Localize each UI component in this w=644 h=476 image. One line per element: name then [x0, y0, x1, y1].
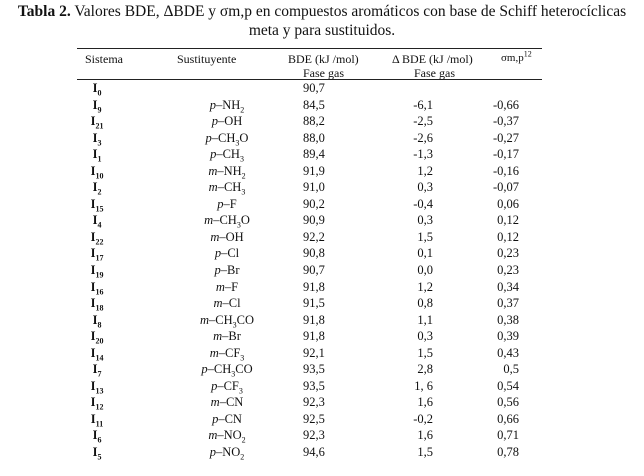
cell-bde: 92,3	[303, 395, 325, 410]
cell-sigma: 0,54	[497, 378, 519, 393]
cell-bde: 92,5	[303, 411, 325, 426]
cell-sistema: $I_7$	[92, 362, 102, 379]
cell-sistema: $I_3$	[92, 130, 102, 148]
table-header	[77, 49, 542, 79]
cell-sigma: 0,23	[497, 246, 519, 261]
cell-sustituyente: $m-CH_3CO$	[199, 312, 255, 330]
caption-text: Valores BDE, ΔBDE y σm,p en compuestos aromáticos con base de Schiff heterocíclicas	[70, 3, 627, 20]
cell-bde: 92,2	[303, 229, 325, 244]
table-row	[77, 163, 542, 180]
cell-sistema: $I_{20}$	[90, 329, 104, 346]
cell-sustituyente: $m-CH_3O$	[204, 213, 250, 230]
cell-delta-bde: -2,6	[413, 130, 433, 145]
cell-bde: 91,8	[303, 329, 325, 344]
cell-delta-bde: 1,6	[417, 395, 433, 410]
cell-bde: 88,2	[303, 114, 325, 129]
cell-sistema: $I_0$	[92, 81, 102, 98]
table-row	[77, 394, 542, 411]
cell-bde: 90,9	[303, 213, 325, 228]
table-row	[77, 146, 542, 163]
header-sigma-ref: 12	[523, 49, 532, 59]
cell-delta-bde: 2,8	[417, 362, 433, 377]
cell-delta-bde: 1,6	[417, 428, 433, 443]
cell-sigma: 0,39	[497, 329, 519, 344]
cell-sistema: $I_{13}$	[90, 378, 104, 396]
table-row	[77, 245, 542, 262]
cell-sigma: 0,43	[497, 345, 519, 360]
cell-bde: 92,1	[303, 345, 325, 360]
cell-delta-bde: 0,8	[417, 296, 433, 311]
cell-sustituyente: p–OH	[211, 114, 243, 129]
cell-sistema: $I_6$	[92, 428, 102, 445]
cell-sistema: $I_{15}$	[90, 196, 104, 214]
cell-bde: 93,5	[303, 362, 325, 377]
cell-bde: 91,0	[303, 180, 325, 195]
cell-sustituyente: m–CN	[210, 395, 244, 410]
table-row	[77, 196, 542, 213]
cell-sustituyente: $p-CH_3$	[210, 147, 244, 164]
cell-sustituyente: p–F	[217, 196, 237, 211]
cell-sustituyente: $p-NO_2$	[209, 445, 245, 462]
cell-sustituyente: $p-CH_3CO$	[201, 362, 253, 379]
cell-bde: 89,4	[303, 147, 325, 162]
cell-delta-bde: -0,4	[413, 196, 433, 211]
cell-sistema: $I_{21}$	[90, 114, 104, 131]
cell-delta-bde: 1,2	[417, 163, 433, 178]
cell-delta-bde: 1,5	[417, 229, 433, 244]
cell-sistema: $I_{16}$	[90, 279, 104, 297]
table-caption	[10, 0, 634, 40]
cell-sigma: 0,06	[497, 196, 519, 211]
header-bde: BDE (kJ /mol)	[288, 52, 359, 66]
caption-line2: meta y para sustituidos.	[248, 22, 396, 39]
cell-sistema: $I_{19}$	[90, 263, 104, 280]
cell-bde: 88,0	[303, 130, 325, 145]
cell-sistema: $I_5$	[92, 445, 102, 462]
cell-sustituyente: $p-NH_2$	[209, 97, 245, 115]
cell-sigma: -0,27	[492, 130, 519, 145]
header-bde-sub: Fase gas	[303, 66, 344, 80]
cell-sigma: 0,56	[497, 395, 519, 410]
cell-sustituyente: p–Br	[214, 263, 240, 278]
cell-sigma: -0,16	[492, 163, 519, 178]
cell-sustituyente: $m-NO_2$	[208, 428, 246, 445]
cell-delta-bde: 0,1	[417, 246, 433, 261]
cell-bde: 90,2	[303, 196, 325, 211]
table-row	[77, 444, 542, 461]
cell-sustituyente: $p-CH_3O$	[205, 130, 249, 148]
cell-delta-bde: 1,1	[417, 312, 433, 327]
cell-bde: 94,6	[303, 445, 325, 460]
table-row	[77, 295, 542, 312]
cell-delta-bde: 0,3	[417, 213, 433, 228]
cell-sigma: 0,66	[497, 411, 519, 426]
header-sustituyente: Sustituyente	[177, 52, 237, 66]
header-sigma-label: σm,p	[501, 52, 524, 64]
cell-sigma: 0,78	[497, 445, 519, 460]
cell-sistema: $I_9$	[92, 97, 102, 115]
cell-bde: 91,8	[303, 312, 325, 327]
table-row	[77, 378, 542, 395]
cell-sistema: $I_8$	[92, 312, 102, 330]
table-row	[77, 411, 542, 428]
header-dbde-sub: Fase gas	[414, 66, 455, 80]
cell-sigma: 0,12	[497, 213, 519, 228]
table-row	[77, 312, 542, 329]
table-row	[77, 130, 542, 147]
cell-sigma: 0,34	[497, 279, 519, 294]
cell-bde: 91,9	[303, 163, 325, 178]
cell-delta-bde: 0,0	[417, 263, 433, 278]
header-dbde: Δ BDE (kJ /mol)	[392, 52, 473, 66]
cell-sistema: $I_{11}$	[90, 411, 104, 429]
table-row	[77, 361, 542, 378]
table-row	[77, 212, 542, 229]
cell-sistema: $I_{18}$	[90, 296, 104, 313]
caption-label: Tabla 2.	[17, 3, 71, 20]
cell-delta-bde: -0,2	[413, 411, 433, 426]
cell-sustituyente: m–Cl	[213, 296, 241, 311]
cell-delta-bde: 1, 6	[414, 378, 433, 393]
cell-delta-bde: 1,2	[417, 279, 433, 294]
table-row	[77, 262, 542, 279]
cell-delta-bde: -1,3	[413, 147, 433, 162]
cell-sustituyente: $m-CH_3$	[208, 180, 246, 197]
cell-sustituyente: p–Cl	[214, 246, 240, 261]
cell-bde: 90,7	[303, 263, 325, 278]
table-body	[77, 80, 542, 461]
cell-sigma: -0,66	[492, 97, 519, 112]
cell-sigma: 0,23	[497, 263, 519, 278]
header-sistema: Sistema	[85, 52, 123, 66]
cell-sigma: -0,17	[492, 147, 519, 162]
cell-sustituyente: $m-NH_2$	[208, 163, 246, 181]
cell-delta-bde: 1,5	[417, 445, 433, 460]
cell-bde: 90,8	[303, 246, 325, 261]
cell-bde: 90,7	[303, 81, 325, 95]
cell-sustituyente: m–OH	[210, 229, 244, 244]
cell-sigma: 0,38	[497, 312, 519, 327]
table-row	[77, 179, 542, 196]
table-row	[77, 345, 542, 362]
cell-sistema: $I_2$	[92, 180, 102, 197]
cell-sistema: $I_{10}$	[90, 163, 104, 181]
cell-delta-bde: 0,3	[417, 329, 433, 344]
table-row	[77, 97, 542, 114]
cell-sigma: 0,5	[503, 362, 519, 377]
cell-sistema: $I_{12}$	[90, 395, 104, 412]
header-sigma	[501, 49, 532, 64]
cell-sistema: $I_1$	[92, 147, 102, 164]
table-row	[77, 80, 542, 97]
table-row	[77, 328, 542, 345]
cell-sigma: 0,12	[497, 229, 519, 244]
table-row	[77, 229, 542, 246]
cell-sistema: $I_{14}$	[90, 345, 104, 363]
cell-delta-bde: 1,5	[417, 345, 433, 360]
cell-sustituyente: m–F	[215, 279, 239, 294]
cell-bde: 91,5	[303, 296, 325, 311]
table-row	[77, 113, 542, 130]
cell-sustituyente: m–Br	[213, 329, 241, 344]
cell-sigma: -0,37	[492, 114, 519, 129]
cell-delta-bde: -6,1	[413, 97, 433, 112]
data-table	[77, 48, 542, 461]
cell-sistema: $I_{17}$	[90, 246, 104, 263]
cell-bde: 92,3	[303, 428, 325, 443]
cell-sigma: 0,37	[497, 296, 519, 311]
table-row	[77, 279, 542, 296]
cell-sigma: -0,07	[492, 180, 519, 195]
cell-sigma: 0,71	[497, 428, 519, 443]
table-row	[77, 427, 542, 444]
cell-bde: 93,5	[303, 378, 325, 393]
cell-sustituyente: p–CN	[212, 411, 242, 426]
cell-sustituyente: $p-CF_3$	[211, 378, 243, 396]
cell-delta-bde: 0,3	[417, 180, 433, 195]
cell-bde: 84,5	[303, 97, 325, 112]
cell-sistema: $I_4$	[92, 213, 102, 230]
cell-sustituyente: $m-CF_3$	[209, 345, 245, 363]
cell-bde: 91,8	[303, 279, 325, 294]
cell-sistema: $I_{22}$	[90, 229, 104, 247]
cell-delta-bde: -2,5	[413, 114, 433, 129]
